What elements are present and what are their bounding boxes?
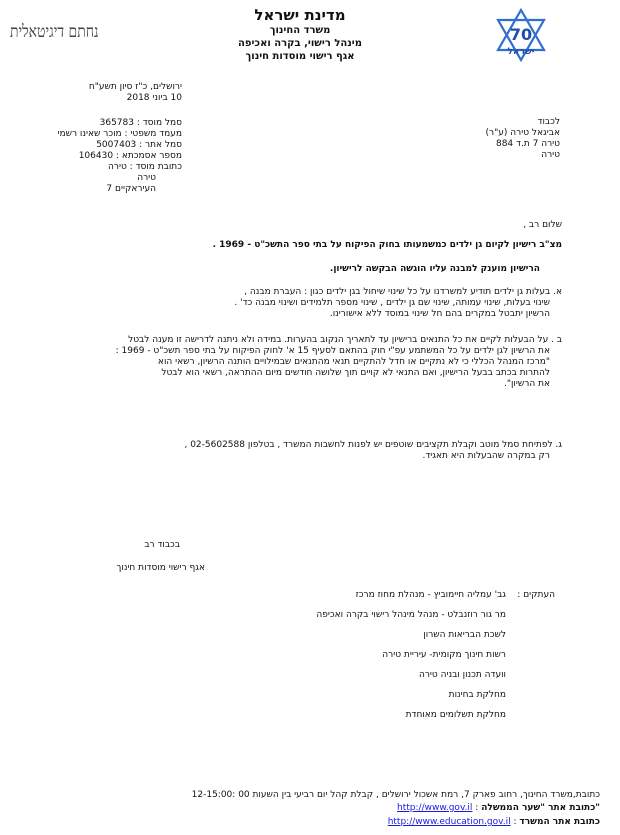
digital-signature-stamp: נחתם דיגיטאלית xyxy=(10,22,99,42)
ministry-name: משרד החינוך xyxy=(269,25,331,36)
item-b-line: את הרשיון". xyxy=(503,379,550,389)
institution-address: כתובת מוסד : טירה xyxy=(108,162,182,172)
subject-line: מצ"ב רישיון לקיום גן ילדים כמשמעותו בחוק הפיקוח על בתי ספר התשכ"ט - 1969 . xyxy=(212,240,562,250)
item-a-line: שינוי בעלות, שינוי עמותה, שינוי שם גן ילדים , שינוי מספר תלמידים ושינוי מבנה כד' . xyxy=(234,298,550,308)
copy-recipient: גב' עמליה חיימוביץ - מנהלת מחוז מרכז xyxy=(355,590,506,600)
copy-recipient: מר גור רוזנבלט - מנהל מינהל רישוי בקרה ואכיפה xyxy=(316,610,506,620)
letterhead xyxy=(200,6,400,63)
logo-text: ישראל xyxy=(507,47,535,57)
greeting: שלום רב , xyxy=(523,220,562,230)
item-a-line: הרשיון יתבטל במקרים בהם חל שינוי במוסד ללא אישורינו. xyxy=(329,309,550,319)
institution-details xyxy=(2,118,182,195)
state-name: מדינת ישראל xyxy=(254,6,346,24)
footer-gov-label: "כתובת אתר "שער הממשלה xyxy=(481,803,600,813)
copy-recipient: רשות חינוך מקומית- עיריית טירה xyxy=(382,650,506,660)
copies-label: העתקים : xyxy=(517,590,555,600)
recipient-city: טירה xyxy=(541,150,560,160)
legal-status: מעמד משפטי : מוכר שאינו רשמי xyxy=(57,129,182,139)
item-a-line: א. בעלות גן ילדים תודיע למשרדנו על כל שינוי שיחול בגן ילדים כגון : העברת מבנה , xyxy=(244,287,562,297)
education-link[interactable]: http://www.education.gov.il xyxy=(387,817,511,827)
site-code: סמל אתר : 5007403 xyxy=(96,140,182,150)
recipient-salutation: לכבוד xyxy=(537,117,560,127)
item-b-line: את הרשיון לגן ילדים על כל המשתמע עפ"י חוק בהתאם לסעיף 15 א' לחוק הפיקוח על בתי ספר תשכ"ט - 1969 : xyxy=(115,346,550,356)
israel-70-logo xyxy=(488,8,554,62)
signature: אגף רישוי מוסדות חינוך xyxy=(116,563,205,573)
copy-recipient: מחלקת בחינות xyxy=(448,690,506,700)
gov-link[interactable]: http://www.gov.il xyxy=(397,803,473,813)
copy-recipient: וועדה תכנון ובניה טירה xyxy=(418,670,506,680)
institution-code: סמל מוסד : 365783 xyxy=(99,118,182,128)
recipient-name: אביגאל טירה (ע"ר) xyxy=(485,128,560,138)
item-b-line: להתרות בכתב בבעל הרישיון, ואם התנאי לא קויים תוך שלושה חודשים מיום ההתראה, רשאי הוא לבטל xyxy=(161,368,550,378)
footer-edu-label: כתובת אתר המשרד xyxy=(519,817,600,827)
footer-gov-link-row: "כתובת אתר "שער הממשלה : http://www.gov.il xyxy=(397,803,600,813)
recipient-address: טירה 7 ת.ד 884 xyxy=(495,139,560,149)
institution-city: טירה xyxy=(137,173,156,183)
logo-number: 70 xyxy=(509,25,533,44)
item-c-line: רק במקרה שהבעלות היא תאגיד. xyxy=(422,451,550,461)
recipient-block xyxy=(360,117,560,161)
item-c xyxy=(184,440,562,462)
hebrew-date: ירושלים, כ"ז סיון תשע"ח xyxy=(88,82,182,92)
gregorian-date: 10 ביוני 2018 xyxy=(126,93,182,103)
institution-street: העיראקיים 7 xyxy=(106,184,156,194)
footer-address: כתובת,משרד החינוך, רחוב פארק 7, רמת אשכול ירושלים , קבלת קהל יום רביעי בין השעות 00 :12-15:00 xyxy=(191,790,600,800)
license-note: הרישיון מוענק למבנה עליו הוגשה הבקשה לרישיון. xyxy=(329,264,540,274)
division-name: מינהל רישוי, בקרה ואכיפה xyxy=(238,38,362,49)
reference-number: מספר אסמכתא : 106430 xyxy=(78,151,182,161)
footer-edu-link-row: כתובת אתר המשרד : http://www.education.gov.il xyxy=(387,817,600,827)
star-of-david-icon xyxy=(488,8,554,62)
item-c-line: ג. לפתיחת סמל מוטב וקבלת תקציבים שוטפים יש לפנות לחשבות המשרד , בטלפון 02-5602588 , xyxy=(184,440,562,450)
copies-list xyxy=(286,590,506,730)
item-b-line: "מרכז המנהל הכללי כי לא נתקיים או חדל להתקיים תנאי מהתנאים שבמילויים הותנה הרשיון, רשאי הוא xyxy=(157,357,550,367)
copy-recipient: מחלקת תשלומים מאוחדת xyxy=(405,710,506,720)
copy-recipient: לשכת הבריאות השרון xyxy=(423,630,506,640)
item-b-line: ב . על הבעלות לקיים את כל התנאים ברישיון עד לתאריך הנקוב בהערות. במידה ולא ניתנה לדרישה זו מענה לבטל xyxy=(128,335,562,345)
item-a xyxy=(234,287,562,320)
department-name: אגף רישוי מוסדות חינוך xyxy=(245,51,355,62)
closing: בכבוד רב xyxy=(144,540,180,550)
item-b xyxy=(116,335,562,390)
date-block xyxy=(22,82,182,104)
